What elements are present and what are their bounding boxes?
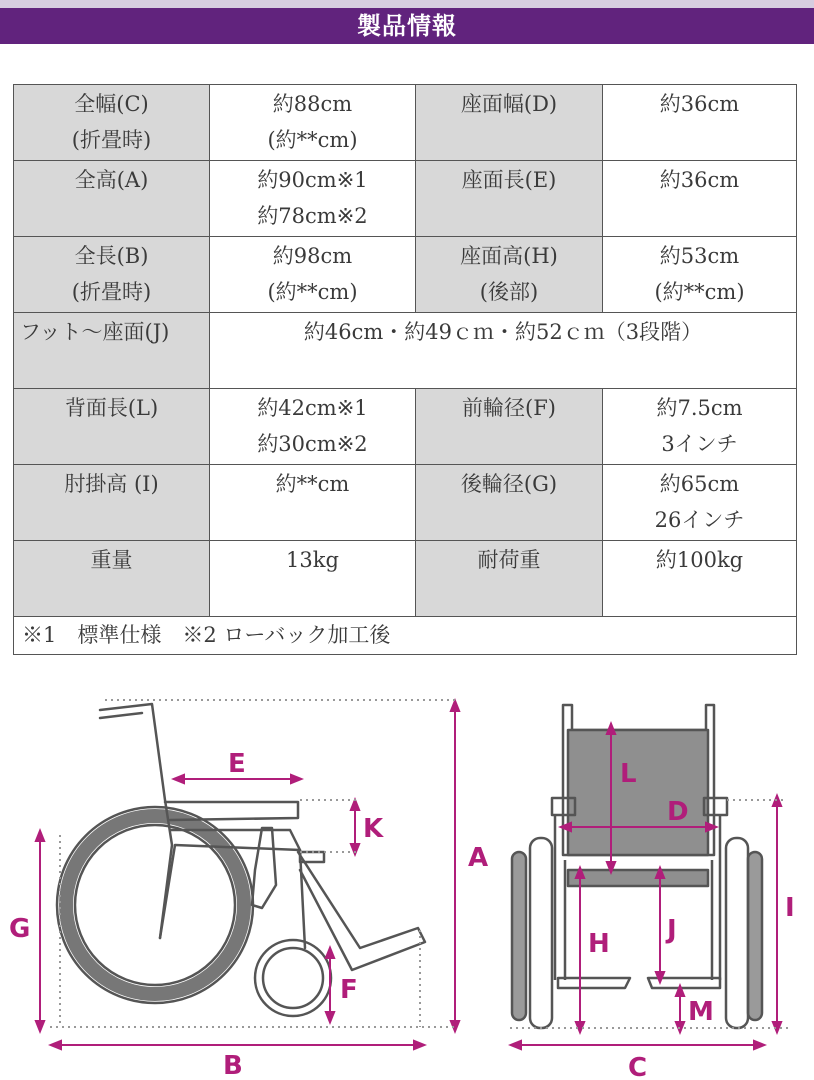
back-canvas xyxy=(568,730,708,855)
spec-value: 約98cm (約**cm) xyxy=(210,237,416,313)
spec-label: 前輪径(F) xyxy=(416,389,603,465)
spec-label: 後輪径(G) xyxy=(416,465,603,541)
dim-label-a: A xyxy=(468,843,489,873)
table-row xyxy=(14,85,797,161)
spec-value: 13kg xyxy=(210,541,416,617)
spec-label: 全長(B) (折畳時) xyxy=(14,237,210,313)
spec-value: 約36cm xyxy=(603,161,797,237)
front-view xyxy=(512,705,762,1028)
footplate-left xyxy=(558,978,630,988)
spec-value: 約**cm xyxy=(210,465,416,541)
dim-label-m: M xyxy=(688,997,714,1027)
wheelchair-diagram xyxy=(0,680,814,1080)
side-guard xyxy=(252,828,276,908)
dim-label-g: G xyxy=(9,914,31,944)
spec-value: 約90cm※1 約78cm※2 xyxy=(210,161,416,237)
spec-value: 約88cm (約**cm) xyxy=(210,85,416,161)
push-handle xyxy=(100,713,142,718)
spec-label: 全高(A) xyxy=(14,161,210,237)
dim-label-j: J xyxy=(667,915,677,945)
table-row xyxy=(14,389,797,465)
spec-label: 座面高(H) (後部) xyxy=(416,237,603,313)
spec-label: 全幅(C) (折畳時) xyxy=(14,85,210,161)
table-row xyxy=(14,161,797,237)
spec-value: 約42cm※1 約30cm※2 xyxy=(210,389,416,465)
dim-label-i: I xyxy=(785,893,795,923)
dim-label-l: L xyxy=(620,759,637,789)
dim-label-e: E xyxy=(228,749,246,779)
rear-wheel-outer xyxy=(57,807,253,1003)
page-title: 製品情報 xyxy=(357,11,457,40)
dim-label-c: C xyxy=(628,1053,648,1080)
wheel-right xyxy=(748,852,762,1020)
rear-wheel-tire xyxy=(66,816,244,994)
spec-value: 約53cm (約**cm) xyxy=(603,237,797,313)
spec-value: 約65cm 26インチ xyxy=(603,465,797,541)
footnote: ※1 標準仕様 ※2 ローバック加工後 xyxy=(14,617,797,655)
spec-label: 座面長(E) xyxy=(416,161,603,237)
handrim-left xyxy=(530,838,552,1028)
spec-value: 約7.5cm 3インチ xyxy=(603,389,797,465)
dim-label-d: D xyxy=(667,797,689,827)
table-row xyxy=(14,237,797,313)
spec-label: 背面長(L) xyxy=(14,389,210,465)
spec-value: 約36cm xyxy=(603,85,797,161)
spec-value: 約46cm・約49ｃｍ・約52ｃｍ（3段階） xyxy=(210,313,797,389)
wheel-left xyxy=(512,852,526,1020)
dimension-diagram xyxy=(0,680,814,1080)
seat-bar xyxy=(568,870,708,886)
handrim-right xyxy=(726,838,748,1028)
dim-label-h: H xyxy=(588,929,610,959)
spec-table xyxy=(13,84,797,655)
front-caster xyxy=(255,940,331,1016)
header-band xyxy=(0,0,814,48)
spec-label: 重量 xyxy=(14,541,210,617)
leg-rest xyxy=(298,852,425,970)
table-row xyxy=(14,465,797,541)
spec-label: 肘掛高 (I) xyxy=(14,465,210,541)
front-caster-inner xyxy=(263,948,323,1008)
footplate-right xyxy=(648,978,720,988)
spec-value: 約100kg xyxy=(603,541,797,617)
table-row xyxy=(14,313,797,389)
rear-wheel-rim xyxy=(75,825,235,985)
footnote-row xyxy=(14,617,797,655)
spec-label: 座面幅(D) xyxy=(416,85,603,161)
table-row xyxy=(14,541,797,617)
dim-label-k: K xyxy=(363,814,384,844)
dim-label-f: F xyxy=(340,975,358,1005)
dim-label-b: B xyxy=(223,1051,243,1080)
spec-label: 耐荷重 xyxy=(416,541,603,617)
spec-label: フット～座面(J) xyxy=(14,313,210,389)
